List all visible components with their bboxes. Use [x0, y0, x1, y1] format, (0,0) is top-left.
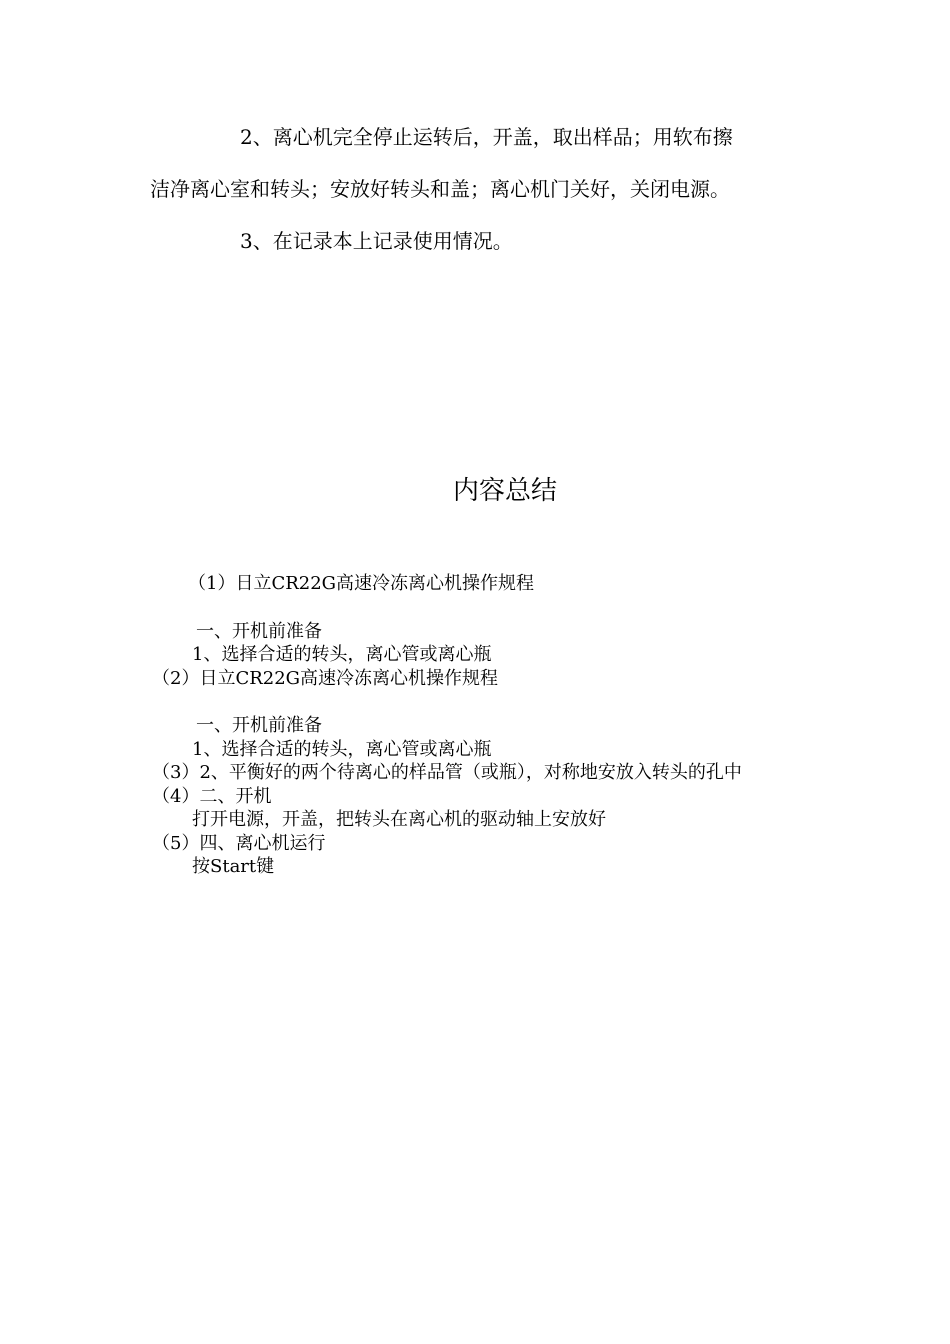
summary-item: 1、选择合适的转头，离心管或离心瓶	[192, 644, 492, 665]
summary-item: （2）日立CR22G高速冷冻离心机操作规程	[152, 667, 499, 689]
body-paragraph: 3、在记录本上记录使用情况。	[240, 229, 513, 253]
spacer	[152, 596, 812, 620]
summary-item: （4）二、开机	[152, 785, 272, 807]
summary-item: 打开电源，开盖，把转头在离心机的驱动轴上安放好	[192, 809, 606, 830]
spacer	[152, 690, 812, 714]
summary-item: 一、开机前准备	[196, 620, 322, 642]
summary-item: （5）四、离心机运行	[152, 832, 326, 854]
summary-title: 内容总结	[452, 476, 557, 506]
summary-item: （3）2、平衡好的两个待离心的样品管（或瓶），对称地安放入转头的孔中	[152, 762, 742, 783]
body-paragraph-line: 2、离心机完全停止运转后，开盖，取出样品；用软布擦	[240, 125, 733, 149]
body-paragraph-line: 洁净离心室和转头；安放好转头和盖；离心机门关好，关闭电源。	[150, 177, 730, 201]
summary-item: 按Start键	[192, 856, 275, 877]
summary-list	[152, 572, 812, 879]
summary-item: （1）日立CR22G高速冷冻离心机操作规程	[188, 573, 535, 594]
summary-item: 一、开机前准备	[196, 715, 322, 736]
summary-item: 1、选择合适的转头，离心管或离心瓶	[192, 738, 492, 760]
